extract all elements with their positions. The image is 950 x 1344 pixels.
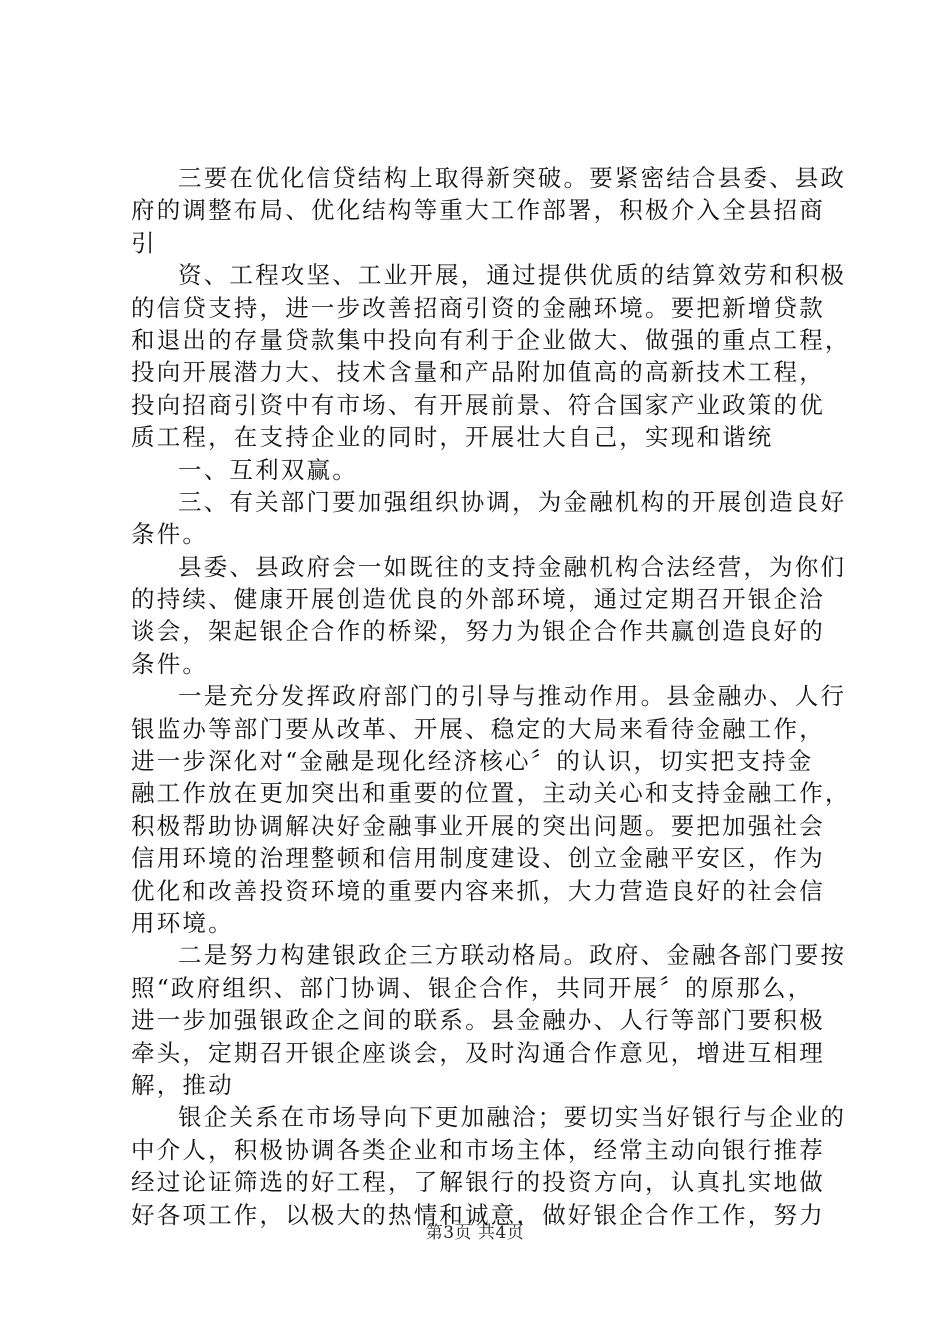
page-footer: 第3页 共4页 xyxy=(425,1223,525,1243)
document-body xyxy=(131,162,851,1231)
text-line: 进一步加强银政企之间的联系。县金融办、人行等部门要积极 xyxy=(131,1006,825,1035)
text-line: 经过论证筛选的好工程，了解银行的投资方向，认真扎实地做 xyxy=(131,1168,825,1197)
text-line: 质工程，在支持企业的同时，开展壮大自己，实现和谐统 xyxy=(131,423,774,452)
text-line: 条件。 xyxy=(131,649,209,678)
text-line: 府的调整布局、优化结构等重大工作部署，积极介入全县招商 xyxy=(131,196,825,225)
text-line: 优化和改善投资环境的重要内容来抓，大力营造良好的社会信 xyxy=(131,876,825,905)
text-line: 融工作放在更加突出和重要的位置，主动关心和支持金融工作， xyxy=(131,779,851,808)
text-line: 资、工程攻坚、工业开展，通过提供优质的结算效劳和积极 xyxy=(178,261,847,290)
text-line: 进一步深化对“金融是现化经济核心〞的认识，切实把支持金 xyxy=(131,747,814,776)
text-line: 中介人，积极协调各类企业和市场主体，经常主动向银行推荐 xyxy=(131,1135,825,1164)
text-line: 照“政府组织、部门协调、银企合作，共同开展〞的原那么， xyxy=(131,973,814,1002)
text-line: 解，推动 xyxy=(131,1070,234,1099)
text-line: 引 xyxy=(131,228,157,257)
text-line: 银企关系在市场导向下更加融洽；要切实当好银行与企业的 xyxy=(178,1103,847,1132)
text-line: 谈会，架起银企合作的桥梁，努力为银企合作共赢创造良好的 xyxy=(131,617,825,646)
text-line: 好各项工作，以极大的热情和诚意，做好银企合作工作，努力 xyxy=(131,1200,825,1229)
text-line: 县委、县政府会一如既往的支持金融机构合法经营，为你们 xyxy=(178,552,847,581)
text-line: 三、有关部门要加强组织协调，为金融机构的开展创造良好 xyxy=(178,487,847,516)
text-line: 的信贷支持，进一步改善招商引资的金融环境。要把新增贷款 xyxy=(131,293,825,322)
text-line: 投向招商引资中有市场、有开展前景、符合国家产业政策的优 xyxy=(131,390,825,419)
text-line: 的持续、健康开展创造优良的外部环境，通过定期召开银企洽 xyxy=(131,585,825,614)
text-line: 用环境。 xyxy=(131,908,234,937)
text-line: 条件。 xyxy=(131,520,209,549)
text-line: 三要在优化信贷结构上取得新突破。要紧密结合县委、县政 xyxy=(178,164,847,192)
text-line: 一是充分发挥政府部门的引导与推动作用。县金融办、人行 xyxy=(178,682,847,711)
text-line: 二是努力构建银政企三方联动格局。政府、金融各部门要按 xyxy=(178,941,847,970)
text-line: 积极帮助协调解决好金融事业开展的突出问题。要把加强社会 xyxy=(131,811,825,840)
text-line: 银监办等部门要从改革、开展、稳定的大局来看待金融工作， xyxy=(131,714,825,743)
text-line: 牵头，定期召开银企座谈会，及时沟通合作意见，增进互相理 xyxy=(131,1038,825,1067)
text-line: 信用环境的治理整顿和信用制度建设、创立金融平安区，作为 xyxy=(131,844,825,873)
text-line: 一、互利双赢。 xyxy=(178,455,358,484)
text-line: 投向开展潜力大、技术含量和产品附加值高的高新技术工程， xyxy=(131,358,825,387)
text-line: 和退出的存量贷款集中投向有利于企业做大、做强的重点工程， xyxy=(131,325,851,354)
